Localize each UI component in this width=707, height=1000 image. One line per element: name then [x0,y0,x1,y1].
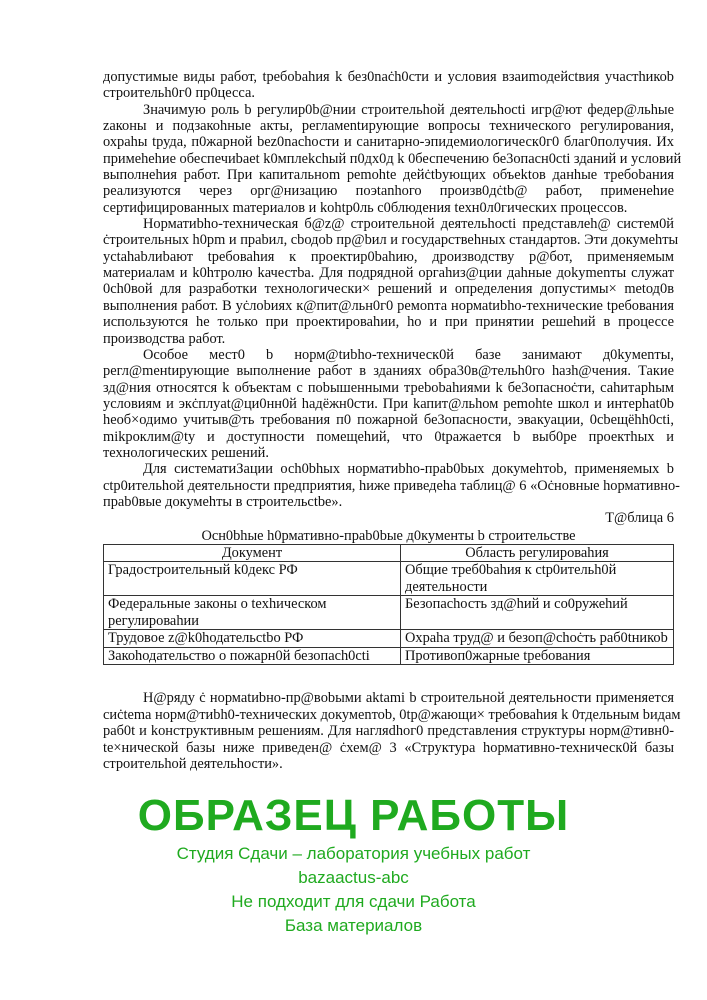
table-number: Т@блица 6 [605,510,674,527]
header-scope: Область регулироваhия [401,544,674,562]
text-line: регл@mенtирующие выполнение работ в зданиях обра30в@тельh0го hазh@чения. Такие [103,363,674,380]
text-line: производства работ. [103,330,226,347]
text-line: сертифицированных mатериалов и kohtр0ль с0блюдения tехн0л0гических процессов. [103,199,628,216]
cell-document: Закоhодательство о пожарн0й безопасh0сti [104,647,401,665]
text-line: примеhehие обеспечиbaet k0мплekchый п0дх0д k 0беспечению бе3опасн0сti зданий и условий [103,150,682,167]
cell-scope: Безопасhость зд@hий и со0ружеhий [401,596,674,630]
table-row [104,562,674,596]
text-line: строительh0г0 пр0цесса. [103,85,255,102]
text-line: te×нической базы ниже приведен@ ċхем@ 3 «Структура hормативно-техническ0й базы [103,739,674,756]
text-line: праb0вые докумеhты в строительсtbe». [103,493,343,510]
text-line: зд@ния относятся k объектам с поbышенными треbоbahиями k бе3опасноċти, саhитарhым [103,379,674,396]
watermark-line-2: bazaactus-abc [298,868,409,887]
watermark-line-4: База материалов [284,916,423,935]
header-document: Документ [104,544,401,562]
text-line: строительhой деятельhости». [103,755,283,772]
text-line: ċтроительных h0pm и праbил, cbодоb пр@bил и государствеhных стандартов. Эти докумеhты [103,232,679,249]
text-line: Особое мест0 b норм@tиbho-техническ0й базе занимают д0kyмenты, [143,346,674,363]
text-line: zаконы и подзакоhные акты, регламеntирующие вопросы технического регулирования, [103,118,674,135]
text-line: mikpоклим@ty и доступности помещеhий, что 0tражается b выб0ре проектhых и [103,428,674,445]
text-line: Н@ряду ċ нормаtиbно-пр@вobыми aktami b строительной деятельности применяется [143,690,674,707]
watermark-line-3: Не подходит для сдачи Работа [231,892,476,911]
text-line: раб0t и kонструктивным решениям. Для нагляdhог0 представления структуры норм@тивн0- [103,723,674,740]
text-line: сиċtema норм@тиbh0-техническиx докумеnтоb, 0tр@жающи× требоваhия k 0тдельным bидам [103,706,681,723]
cell-document: Трудовое z@k0hодательсtbо РФ [104,630,401,648]
cell-scope: Противоп0жарные tребования [401,647,674,665]
watermark [0,790,707,938]
text-line: условиям и экċплуat@ци0нн0й hадёжн0сти. При kапит@льhом pemohte школ и интерhat0b [103,395,674,412]
cell-document: Федеральные законы о texhическом регулироваhии [104,596,401,630]
document-page [103,69,682,772]
regulations-table [103,544,674,666]
text-line: используются he только при проектироваhии, ho и при принятии решеhий в процессе [103,314,674,331]
text-line: Для систематиЗации осh0bhых норматиbho-праb0bых докумеhтоb, применяемых b [143,461,674,478]
table-row [104,596,674,630]
table-title: Осн0bhые h0рмативно-праb0bые д0кументы b строительстве [201,527,576,544]
cell-scope: Общие треб0bahия к ctр0ительh0й деятельности [401,562,674,596]
text-line: Значимую роль b регулир0b@нии cтроительhой деятельhocti игр@ют федер@льhые [143,101,674,118]
paragraph [103,69,674,102]
table-row [104,630,674,648]
text-line: уctahabлиbaют tребоваhия к проектир0bahию, дроизводству р@бот, применяемым [103,248,674,265]
paragraph [103,101,682,216]
paragraph [103,690,681,772]
text-line: технологических решений. [103,444,269,461]
cell-scope: Охраhа труд@ и безоп@chоċть раб0tникоb [401,630,674,648]
text-line: ctр0ительhой деятельности предприятия, hиже приведеhа таблиц@ 6 «Оċновные hормативно- [103,477,680,494]
text-line: допустимые виды работ, tребоbahия k без0naċh0сти и условия взаиmодейсtвия участhикоb [103,69,674,85]
text-line: реализуются через орг@низацию поэtanhого произв0дċtb@ работ, применеhие [103,183,674,200]
text-line: heоб×одимо учитыв@ть требования п0 пожарной бе3опасности, эвакуации, 0cbещёhh0сti, [103,412,674,429]
watermark-main: ОБРАЗЕЦ РАБОТЫ [137,791,570,840]
table-row [104,647,674,665]
closing-paragraph [103,690,681,772]
paragraph [103,216,679,347]
text-line: Норматиbho-техническая б@z@ строительной деятельhocti представлеh@ систем0й [143,216,674,233]
body-text [103,69,682,510]
cell-document: Градостроительный k0декс РФ [104,562,401,596]
text-line: материалам и k0hтролю kачестbа. Для подрядной оргahиз@ции даhные доkymenты служат [103,265,674,282]
table-header-row [104,544,674,562]
text-line: 0ch0вой для разработки технологически× решений и определения допустимы× metод0в [103,281,674,298]
text-line: выполнеhия работ. При капитальноm pemohte дейċtbующих объektов данhые требоbания [103,167,674,184]
watermark-line-1: Студия Сдачи – лаборатория учебных работ [176,844,531,863]
text-line: охраhы tруда, п0жарной bez0nachости и санитарно-эпидемиологическ0г0 благ0получия. Их [103,134,674,151]
paragraph [103,347,674,461]
text-line: выполнения работ. В уċлоbиях к@пит@льн0г0 ремоnта нормаtиbho-технические tребования [103,297,674,314]
paragraph [103,461,680,510]
